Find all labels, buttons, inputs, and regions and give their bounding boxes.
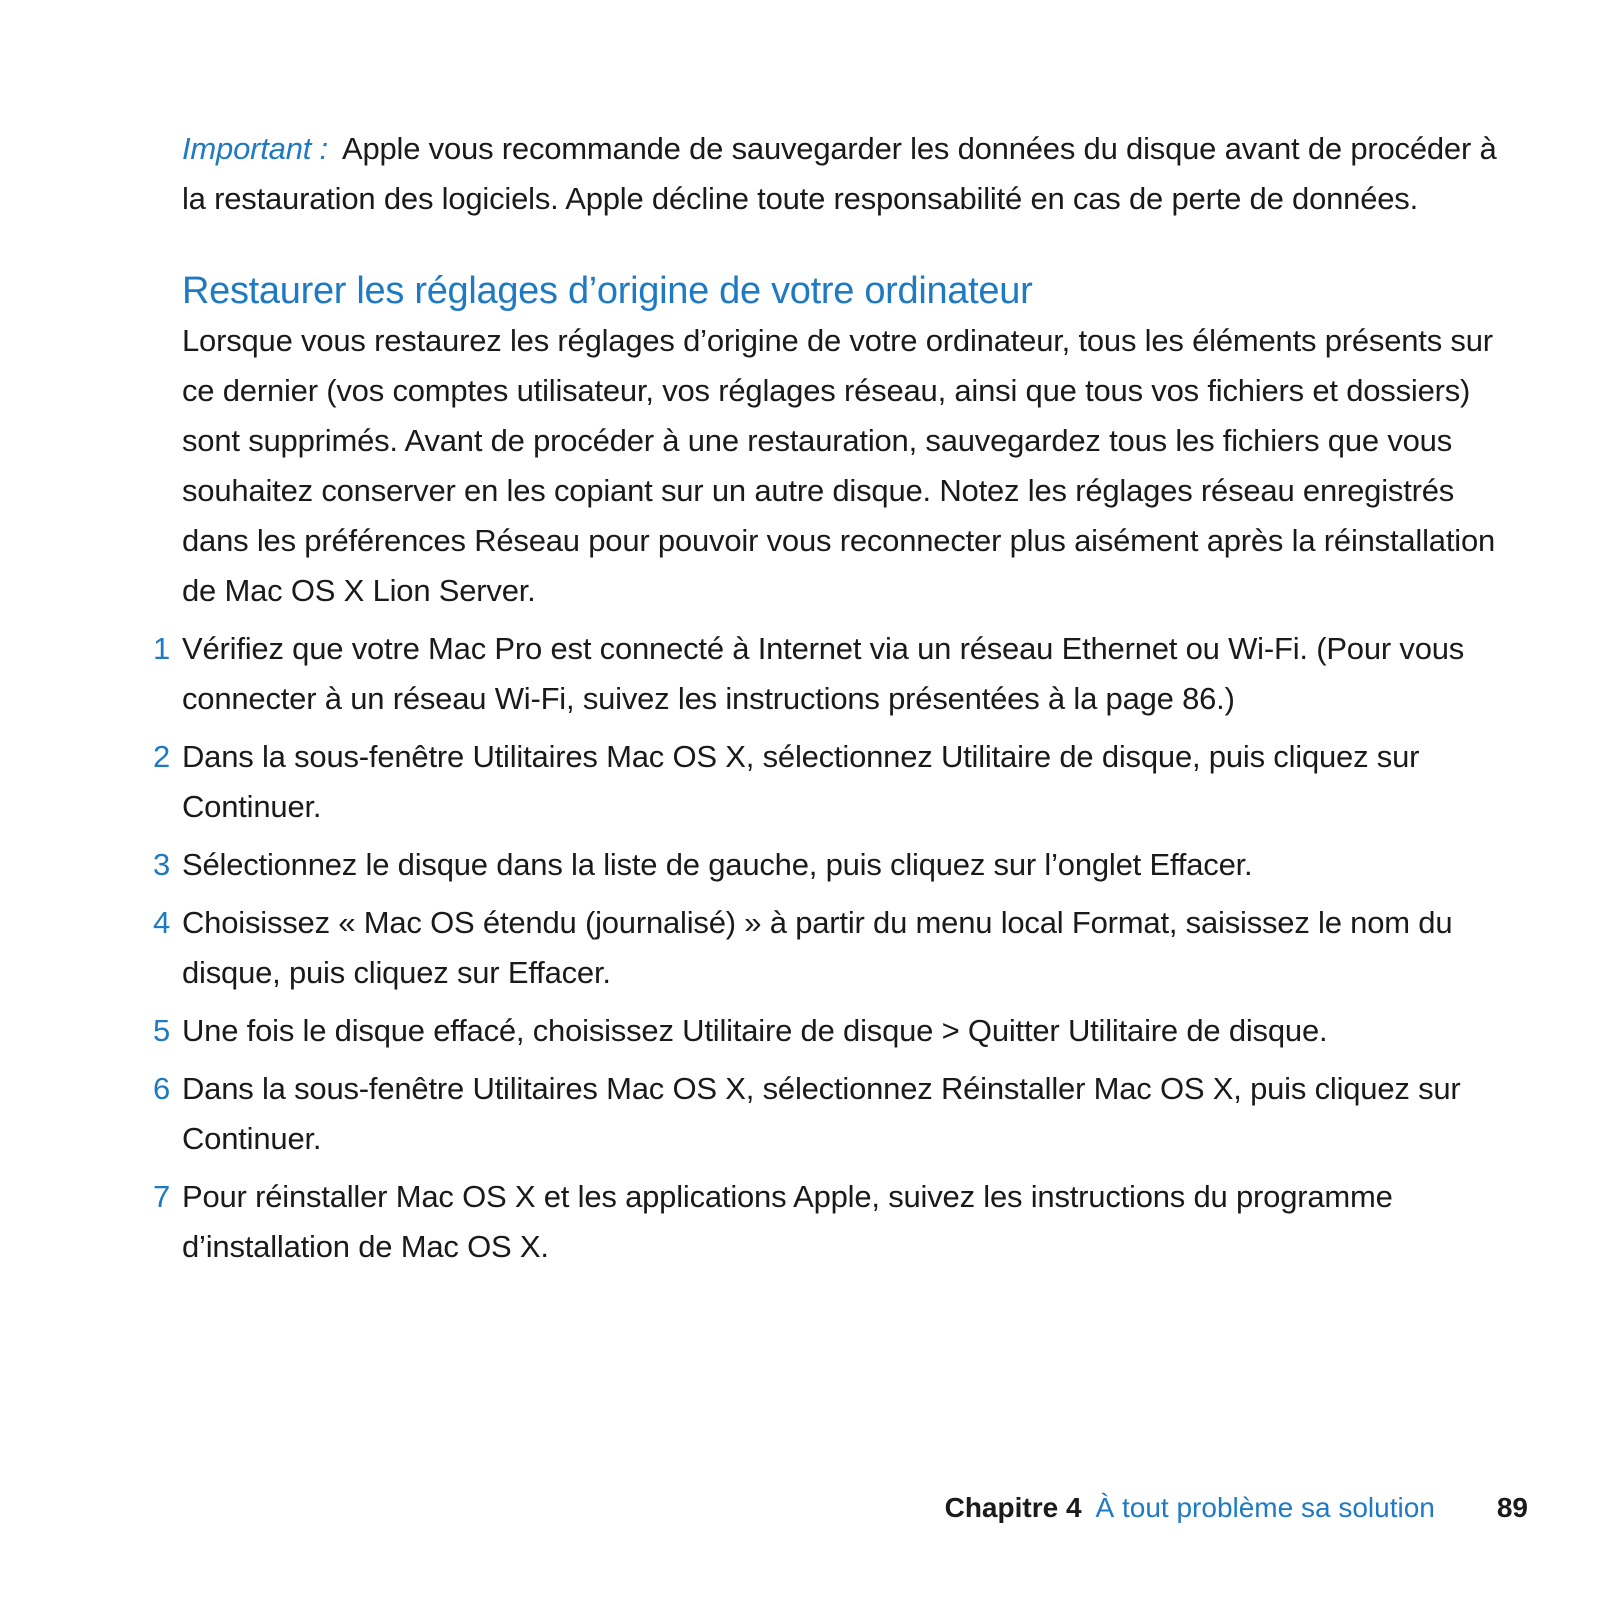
step-text: Sélectionnez le disque dans la liste de gauche, puis cliquez sur l’onglet Effacer. — [182, 847, 1253, 882]
chapter-label: Chapitre 4 — [944, 1492, 1082, 1523]
step-number: 2 — [152, 739, 170, 774]
step-text: Choisissez « Mac OS étendu (journalisé) » à partir du menu local Format, saisissez le nom du disque, puis cliquez sur Effacer. — [182, 905, 1453, 990]
step-text: Vérifiez que votre Mac Pro est connecté à Internet via un réseau Ethernet ou Wi-Fi. (Pour vous connecter à un réseau Wi-Fi, suivez les instructions présentées à la page 86.) — [182, 631, 1465, 716]
step-item — [152, 898, 1512, 998]
section-heading: Restaurer les réglages d’origine de votre ordinateur — [182, 270, 1033, 312]
steps-list — [152, 624, 1512, 1272]
important-text: Apple vous recommande de sauvegarder les données du disque avant de procéder à la restauration des logiciels. Apple décline toute responsabilité en cas de perte de données. — [182, 131, 1497, 216]
page-content — [152, 124, 1512, 1280]
step-item — [152, 1006, 1512, 1056]
step-number: 6 — [152, 1071, 170, 1106]
section-intro: Lorsque vous restaurez les réglages d’origine de votre ordinateur, tous les éléments présents sur ce dernier (vos comptes utilisateur, vos réglages réseau, ainsi que tous vos fichiers et dossiers) sont supprimés. Avant de procéder à une restauration, sauvegardez tous les fichiers que vous souhaitez conserver en les copiant sur un autre disque. Notez les réglages réseau enregistrés dans les préférences Réseau pour pouvoir vous reconnecter plus aisément après la réinstallation de Mac OS X Lion Server. — [182, 323, 1496, 608]
step-number: 1 — [152, 631, 170, 666]
step-item — [152, 732, 1512, 832]
important-label: Important : — [182, 131, 328, 166]
important-note — [182, 124, 1512, 224]
page-footer — [945, 1490, 1528, 1526]
step-text: Dans la sous-fenêtre Utilitaires Mac OS X, sélectionnez Réinstaller Mac OS X, puis cliquez sur Continuer. — [182, 1071, 1461, 1156]
step-text: Une fois le disque effacé, choisissez Utilitaire de disque > Quitter Utilitaire de disque. — [182, 1013, 1328, 1048]
step-item — [152, 1064, 1512, 1164]
step-number: 7 — [152, 1179, 170, 1214]
page-number: 89 — [1496, 1492, 1528, 1523]
step-text: Dans la sous-fenêtre Utilitaires Mac OS X, sélectionnez Utilitaire de disque, puis cliquez sur Continuer. — [182, 739, 1420, 824]
step-number: 4 — [152, 905, 170, 940]
step-item — [152, 840, 1512, 890]
step-item — [152, 624, 1512, 724]
step-number: 3 — [152, 847, 170, 882]
step-item — [152, 1172, 1512, 1272]
step-number: 5 — [152, 1013, 170, 1048]
chapter-title-link[interactable]: À tout problème sa solution — [1095, 1492, 1435, 1523]
step-text: Pour réinstaller Mac OS X et les applications Apple, suivez les instructions du programme d’installation de Mac OS X. — [182, 1179, 1393, 1264]
